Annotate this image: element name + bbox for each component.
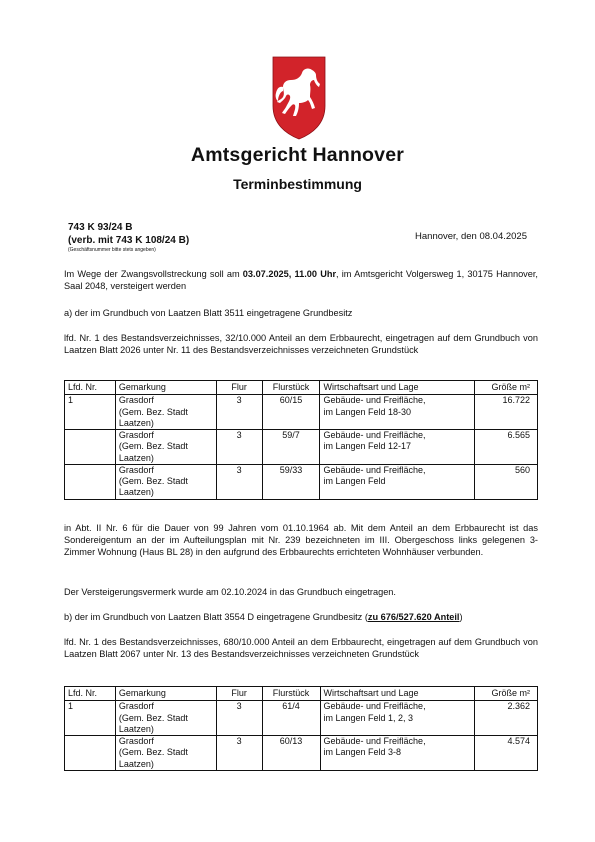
cell-nr: 1 <box>65 395 116 430</box>
table-row <box>65 736 538 771</box>
section-b-description: lfd. Nr. 1 des Bestandsverzeichnisses, 680/10.000 Anteil an dem Erbbaurecht, eingetragen auf dem Grundbuch von Laatzen Blatt 2067 unter Nr. 13 des Bestandsverzeichnisses verzeichneten Grundstück <box>64 637 538 660</box>
cell-lage <box>320 464 475 499</box>
col-header-groesse: Größe m² <box>475 687 538 701</box>
gemarkung-line-3: Laatzen) <box>118 452 154 463</box>
lage-line-2: im Langen Feld 18-30 <box>323 406 412 417</box>
cell-groesse: 6.565 <box>475 430 538 465</box>
lage-line-1: Gebäude- und Freifläche, <box>323 395 426 406</box>
gemarkung-line-2: (Gem. Bez. Stadt <box>118 441 188 452</box>
cell-gemarkung <box>115 430 216 465</box>
gemarkung-line-3: Laatzen) <box>118 417 154 428</box>
case-number-block <box>68 221 189 253</box>
col-header-gemarkung: Gemarkung <box>115 687 216 701</box>
gemarkung-line-2: (Gem. Bez. Stadt <box>118 476 188 486</box>
cell-nr <box>65 430 116 465</box>
lage-line-2: im Langen Feld 1, 2, 3 <box>323 712 414 723</box>
col-header-lage: Wirtschaftsart und Lage <box>320 687 475 701</box>
cell-flur: 3 <box>216 736 262 771</box>
cell-nr: 1 <box>65 701 116 736</box>
col-header-flur: Flur <box>216 687 262 701</box>
table-header-row <box>65 381 538 395</box>
table-header-row <box>65 687 538 701</box>
gemarkung-line-2: (Gem. Bez. Stadt <box>118 747 188 758</box>
section-b-heading-text: b) der im Grundbuch von Laatzen Blatt 3554 D eingetragene Grundbesitz ( <box>64 612 368 622</box>
col-header-nr: Lfd. Nr. <box>65 687 116 701</box>
col-header-gemarkung: Gemarkung <box>115 381 216 395</box>
cell-flur: 3 <box>216 395 262 430</box>
case-number: 743 K 93/24 B <box>68 222 133 233</box>
document-title: Terminbestimmung <box>233 176 362 192</box>
section-a-description: lfd. Nr. 1 des Bestandsverzeichnisses, 32/10.000 Anteil an dem Erbbaurecht, eingetragen auf dem Grundbuch von Laatzen Blatt 2026 unter Nr. 11 des Bestandsverzeichnisses verzeichneten Grundstück <box>64 333 538 356</box>
cell-lage <box>320 736 475 771</box>
lage-line-1: Gebäude- und Freifläche, <box>323 736 426 746</box>
col-header-flurstueck: Flurstück <box>262 687 320 701</box>
lage-line-1: Gebäude- und Freifläche, <box>323 430 426 440</box>
gemarkung-line-1: Grasdorf <box>118 701 154 712</box>
col-header-flur: Flur <box>216 381 262 395</box>
section-b-table <box>64 686 538 771</box>
section-a-vermerk: Der Versteigerungsvermerk wurde am 02.10.2024 in das Grundbuch eingetragen. <box>64 587 396 597</box>
cell-flurstueck: 60/13 <box>262 736 320 771</box>
gemarkung-line-1: Grasdorf <box>118 464 154 475</box>
appointment-datetime: 03.07.2025, 11.00 Uhr <box>242 269 337 279</box>
gemarkung-line-3: Laatzen) <box>118 723 154 734</box>
cell-flurstueck: 59/7 <box>262 430 320 465</box>
cell-flur: 3 <box>216 701 262 736</box>
col-header-flurstueck: Flurstück <box>262 381 320 395</box>
cell-gemarkung <box>115 736 216 771</box>
cell-gemarkung <box>115 701 216 736</box>
cell-flurstueck: 60/15 <box>262 395 320 430</box>
cell-lage <box>320 701 475 736</box>
section-a-table <box>64 380 538 500</box>
case-number-joined: (verb. mit 743 K 108/24 B) <box>68 235 190 246</box>
section-a-heading: a) der im Grundbuch von Laatzen Blatt 3511 eingetragene Grundbesitz <box>64 308 353 318</box>
section-a-note: in Abt. II Nr. 6 für die Dauer von 99 Jahren vom 01.10.1964 ab. Mit dem Anteil an dem Erbbaurecht ist das Sondereigentum an der im Aufteilungsplan mit Nr. 239 bezeichneten im III. Obergeschoss links gelegenen 3- Zimmer Wohnung (Haus BL 28) in den aufgrund des Erbbaurechts errichteten Wohnhäuser verbunden. <box>64 523 538 558</box>
lower-saxony-horse-crest-icon <box>272 56 326 140</box>
lage-line-2: im Langen Feld 12-17 <box>323 441 412 452</box>
cell-groesse: 16.722 <box>475 395 538 430</box>
col-header-nr: Lfd. Nr. <box>65 381 116 395</box>
gemarkung-line-1: Grasdorf <box>118 736 154 746</box>
case-number-note: (Geschäftsnummer bitte stets angeben) <box>68 247 156 253</box>
lage-line-2: im Langen Feld <box>323 476 386 486</box>
gemarkung-line-2: (Gem. Bez. Stadt <box>118 712 188 723</box>
cell-flurstueck: 61/4 <box>262 701 320 736</box>
lage-line-1: Gebäude- und Freifläche, <box>323 464 426 475</box>
cell-gemarkung <box>115 464 216 499</box>
cell-lage <box>320 430 475 465</box>
gemarkung-line-1: Grasdorf <box>118 430 154 440</box>
gemarkung-line-2: (Gem. Bez. Stadt <box>118 406 188 417</box>
cell-lage <box>320 395 475 430</box>
intro-text-2: , im Amtsgericht Volgersweg 1, 30175 Hannover, Saal 2048, versteigert werden <box>64 269 538 292</box>
lage-line-2: im Langen Feld 3-8 <box>323 747 402 758</box>
table-row <box>65 701 538 736</box>
cell-nr <box>65 736 116 771</box>
section-b-heading-close: ) <box>459 612 463 622</box>
section-b-heading <box>64 611 538 623</box>
gemarkung-line-3: Laatzen) <box>118 487 154 498</box>
cell-flur: 3 <box>216 464 262 499</box>
cell-groesse: 2.362 <box>475 701 538 736</box>
col-header-groesse: Größe m² <box>475 381 538 395</box>
lage-line-1: Gebäude- und Freifläche, <box>323 701 426 712</box>
table-row <box>65 430 538 465</box>
cell-groesse: 560 <box>475 464 538 499</box>
gemarkung-line-3: Laatzen) <box>118 758 154 769</box>
cell-gemarkung <box>115 395 216 430</box>
place-date: Hannover, den 08.04.2025 <box>415 231 527 242</box>
table-row <box>65 395 538 430</box>
cell-groesse: 4.574 <box>475 736 538 771</box>
cell-nr <box>65 464 116 499</box>
gemarkung-line-1: Grasdorf <box>118 395 154 406</box>
court-name: Amtsgericht Hannover <box>190 144 405 166</box>
cell-flur: 3 <box>216 430 262 465</box>
intro-paragraph <box>64 268 538 292</box>
col-header-lage: Wirtschaftsart und Lage <box>320 381 475 395</box>
cell-flurstueck: 59/33 <box>262 464 320 499</box>
section-b-share: zu 676/527.620 Anteil <box>367 612 460 622</box>
table-row <box>65 464 538 499</box>
intro-text-1: Im Wege der Zwangsvollstreckung soll am <box>64 269 243 279</box>
